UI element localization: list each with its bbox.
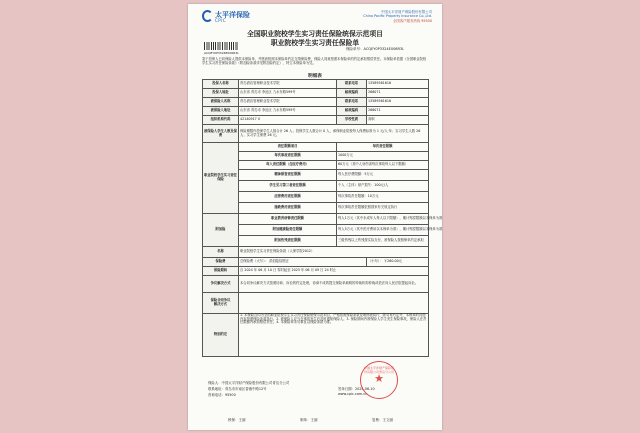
premium-value: 总保险费（大写）： 贰佰陆拾圆正 <box>239 258 367 267</box>
document-subtitle: 职业院校学生实习责任保险单 <box>270 39 360 47</box>
table-row <box>203 314 429 357</box>
insurer-name: 保险人：中国太平洋财产保险股份有限公司青岛分公司 <box>208 381 290 385</box>
liability-item: 学生见习第三者责任限额 <box>239 181 337 192</box>
table-row <box>203 247 429 258</box>
policy-number: 保险单号：ACQEY0P3324E006R3L <box>346 47 405 51</box>
insured-value: 青岛酒店管理职业技术学院 <box>239 98 337 107</box>
blank-row-value <box>239 293 429 314</box>
table-row <box>203 267 429 276</box>
blank-row-label: 保险合同争议 解决方式 <box>203 293 239 314</box>
applicant-contact-label: 联系电话 <box>337 80 367 89</box>
terms-label: 名称 <box>203 247 239 258</box>
liability-limit: 每次事故责任限额依照国家有关规定执行 <box>337 203 429 214</box>
table-row <box>203 80 429 89</box>
corp-header <box>342 10 432 23</box>
insured-post-label: 邮政编码 <box>337 107 367 116</box>
insured-addr-label: 被保险人地址 <box>203 107 239 116</box>
applicant-addr-label: 投保人地址 <box>203 89 239 98</box>
period-value: 自 2024 年 06 月 10 日 零时起至 2025 年 06 月 09 日 24 时止 <box>239 267 429 276</box>
table-row <box>203 143 429 152</box>
cpic-logo <box>202 10 260 24</box>
table-row <box>203 276 429 293</box>
table-row <box>203 107 429 116</box>
liability-item: 施救费用责任限额 <box>239 203 337 214</box>
school-nature-label: 学校性质 <box>337 116 367 125</box>
barcode-icon <box>204 42 238 50</box>
liability-item: 法律费用责任限额 <box>239 192 337 203</box>
addon-limit: 三级伤残以上伤残按实际支付，被保险人按照保单约定承担 <box>337 236 429 247</box>
table-row <box>203 214 429 225</box>
intro-paragraph: 鉴于投保人已向保险人提供本保险单，并愿意按照本保险单约定交纳保险费，保险人同意按照本保险单的约定承担赔偿责任。本保险单依据《全国职业院校学生实习责任保险条款》（附加险条款详见附加险约定），特立本保险单为凭。 <box>202 57 427 66</box>
applicant-post-label: 邮政编码 <box>337 89 367 98</box>
review-sign: 核保：王丽 <box>228 418 246 422</box>
org-code: 42140917 X <box>239 116 337 125</box>
sign-date: 签单日期：2024-06-10 <box>338 387 375 391</box>
special-value: 1. 本保险合同为全国职业院校学生实习责任保险统保示范项目，严格按照保险条款及明细表执行，除另有约定外，本保单的其他内容按照保险条款执行。2. 被保险人应当在事故发生后及时通知保险人。3. 保险期间内被保险人学生发生保险事故，保险人在责任限额内承担赔偿责任。4. 本保险单未尽事宜以保险条款为准。 <box>239 314 429 357</box>
premium-label: 保险费 <box>203 258 239 267</box>
seal-star-icon: ★ <box>374 372 384 385</box>
liability-col1: 责任限额项目 <box>239 143 337 152</box>
liability-label: 职业院校学生实习责任保险 <box>203 143 239 214</box>
policy-schedule-table <box>202 79 443 357</box>
table-row <box>203 258 429 267</box>
seal-text: 中国太平洋财产保险股份有限公司青岛分公司 <box>364 366 395 374</box>
addon-label: 附加险 <box>203 214 239 247</box>
liability-limit: 个人（主体）财产损失：100元/人 <box>337 181 429 192</box>
hotline: 全国客户服务热线 95500 <box>393 18 432 23</box>
liability-limit: 60万元（其中人身伤害每次事故每人以下限额） <box>337 161 429 170</box>
insurer-hotline: 咨询电话：95500 <box>208 393 236 397</box>
liability-item: 精神损害责任限额 <box>239 170 337 181</box>
addon-item: 附加健康险责任限额 <box>239 225 337 236</box>
applicant-value: 青岛酒店管理职业技术学院 <box>239 80 337 89</box>
students-value: 保险期限内投保学生人数合计 26 人；投保学生人数合计 0 人，承保职业院校每人保费标准为 1 元/人·年；实习学生人数 26 人；实习学生保费 26 元。 <box>239 125 429 143</box>
brand-en: CPIC <box>215 18 227 23</box>
applicant-label: 投保人名称 <box>203 80 239 89</box>
insured-contact-label: 联系电话 <box>337 98 367 107</box>
checker-sign: 复核：王文丽 <box>372 418 393 422</box>
maker-sign: 制单：王丽 <box>300 418 318 422</box>
special-label: 特别约定 <box>203 314 239 357</box>
table-row <box>203 116 429 125</box>
cpic-logo-icon <box>202 10 213 22</box>
students-label: 被保险人学生人数及保费 <box>203 125 239 143</box>
period-label: 保险期间 <box>203 267 239 276</box>
insurer-address: 联系地址：青岛市市南区香港中路12号 <box>208 387 267 391</box>
table-row <box>203 89 429 98</box>
liability-col2: 每次责任限额 <box>337 143 429 152</box>
table-row <box>203 98 429 107</box>
school-nature: 高职 <box>367 116 429 125</box>
addon-limit: 每人1万元（其中未成年人每人以下限额），累计赔偿限额以本保单为准 <box>337 214 429 225</box>
document-title: 全国职业院校学生实习责任保险统保示范项目 <box>247 30 383 38</box>
company-seal <box>360 361 398 399</box>
org-code-label: 组织机构代码 <box>203 116 239 125</box>
brand-cn: 太平洋保险 <box>215 11 250 19</box>
applicant-post: 266071 <box>367 89 429 98</box>
insured-label: 被保险人名称 <box>203 98 239 107</box>
insurance-policy-document <box>188 4 442 430</box>
dispute-value: 本合同争议解决方式按照协商、诉讼的约定处理，协商不成的提交保险单载明的仲裁机构仲裁或依法向人民法院提起诉讼。 <box>239 276 429 293</box>
schedule-title: 明细表 <box>308 74 322 79</box>
website: www.cpic.com.cn <box>338 392 368 396</box>
corp-en: China Pacific Property Insurance Co.,Ltd. <box>363 14 432 19</box>
liability-item: 每次事故责任限额 <box>239 152 337 161</box>
applicant-addr: 山东省 青岛市 李沧区 九水东路599号 <box>239 89 337 98</box>
insured-post: 266071 <box>367 107 429 116</box>
table-row <box>203 125 429 143</box>
liability-limit: 每人医疗费限额：5万元 <box>337 170 429 181</box>
terms-value: 职业院校学生实习责任保险条款（人保学院2012） <box>239 247 429 258</box>
addon-item: 职业教育研修责任限额 <box>239 214 337 225</box>
liability-limit: 每次事故责任限额：10万元 <box>337 192 429 203</box>
insured-addr: 山东省 青岛市 李沧区 九水东路599号 <box>239 107 337 116</box>
corp-cn: 中国太平洋财产保险股份有限公司 <box>381 10 432 14</box>
applicant-contact: 13589561616 <box>367 80 429 89</box>
liability-item: 每人责任限额（含医疗费用） <box>239 161 337 170</box>
addon-limit: 每人5万元（其中医疗费用以本保单为准），累计赔偿限额以本保单为准 <box>337 225 429 236</box>
liability-limit: 1000万元 <box>337 152 429 161</box>
table-row <box>203 293 429 314</box>
addon-item: 附加伤残责任限额 <box>239 236 337 247</box>
dispute-label: 争议解决方式 <box>203 276 239 293</box>
premium-small: （小写）： ￥260.00元 <box>367 258 429 267</box>
barcode-number: ACQEY0P3324E006R3L <box>204 51 239 55</box>
insured-contact: 13589561616 <box>367 98 429 107</box>
